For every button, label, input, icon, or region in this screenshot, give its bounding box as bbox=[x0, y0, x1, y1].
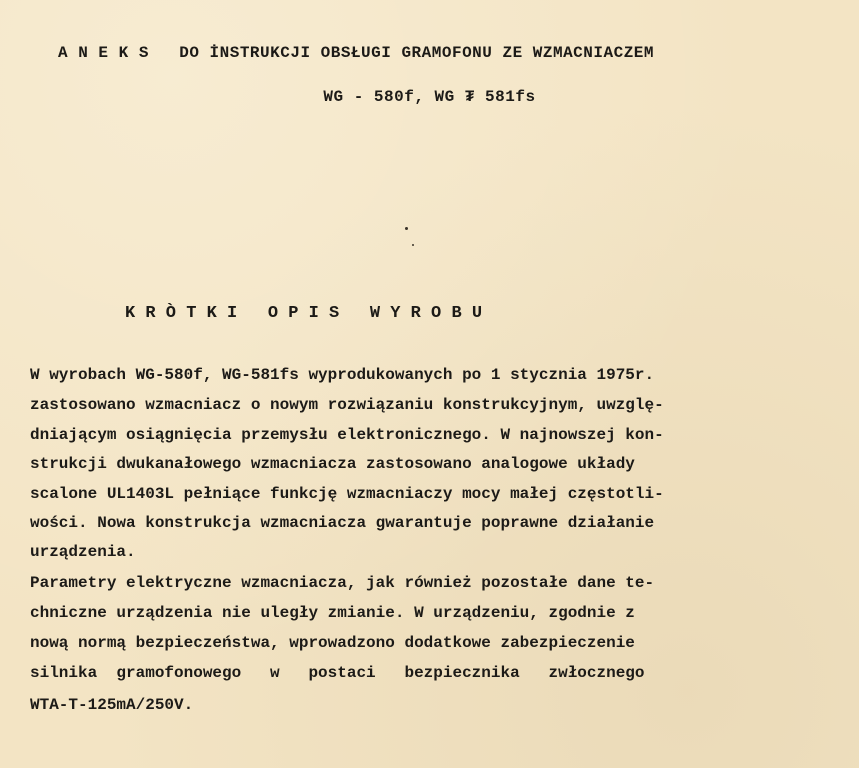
title-line-2: WG - 580f, WG ₮ 581fs bbox=[323, 88, 536, 106]
body-line: zastosowano wzmacniacz o nowym rozwiązaniu konstrukcyjnym, uwzglę- bbox=[30, 396, 664, 414]
body-line: silnika gramofonowego w postaci bezpiecznika zwłocznego bbox=[30, 664, 645, 682]
body-line: WTA-T-125mA/250V. bbox=[30, 696, 194, 714]
stray-dot bbox=[405, 227, 408, 230]
body-line: Parametry elektryczne wzmacniacza, jak również pozostałe dane te- bbox=[30, 574, 655, 592]
body-line: urządzenia. bbox=[30, 543, 136, 561]
body-line: W wyrobach WG-580f, WG-581fs wyprodukowanych po 1 stycznia 1975r. bbox=[30, 366, 655, 384]
stray-dot bbox=[412, 244, 414, 246]
body-line: strukcji dwukanałowego wzmacniacza zastosowano analogowe układy bbox=[30, 455, 635, 473]
body-line: nową normą bezpieczeństwa, wprowadzono dodatkowe zabezpieczenie bbox=[30, 634, 635, 652]
body-line: dniającym osiągnięcia przemysłu elektronicznego. W najnowszej kon- bbox=[30, 426, 664, 444]
body-line: chniczne urządzenia nie uległy zmianie. W urządzeniu, zgodnie z bbox=[30, 604, 635, 622]
section-heading: K R Ò T K I O P I S W Y R O B U bbox=[125, 304, 483, 323]
body-line: wości. Nowa konstrukcja wzmacniacza gwarantuje poprawne działanie bbox=[30, 514, 655, 532]
body-line: scalone UL1403L pełniące funkcję wzmacniaczy mocy małej częstotli- bbox=[30, 485, 664, 503]
title-line-1: A N E K S DO İNSTRUKCJI OBSŁUGI GRAMOFONU ZE WZMACNIACZEM bbox=[58, 44, 654, 62]
